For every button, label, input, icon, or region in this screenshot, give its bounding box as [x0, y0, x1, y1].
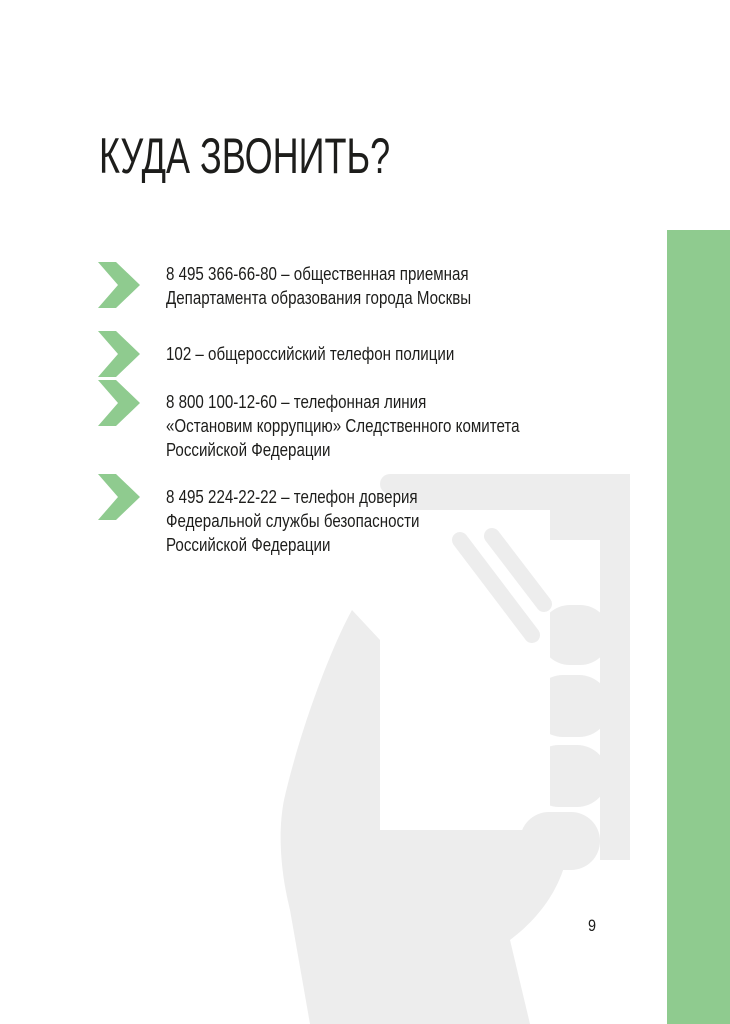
chevron-right-icon — [98, 262, 140, 308]
contact-line: 8 800 100-12-60 – телефонная линия — [166, 392, 427, 412]
contact-line: Российской Федерации — [166, 440, 331, 460]
contact-line: «Остановим коррупцию» Следственного комитета — [166, 416, 520, 436]
contact-line: 102 – общероссийский телефон полиции — [166, 344, 455, 364]
contact-text — [166, 342, 519, 366]
page-title: КУДА ЗВОНИТЬ? — [99, 128, 391, 184]
page-number: 9 — [588, 916, 597, 935]
contact-line: 8 495 366-66-80 – общественная приемная — [166, 264, 469, 284]
chevron-right-icon — [98, 474, 140, 520]
chevron-right-icon — [98, 331, 140, 377]
contact-line: 8 495 224-22-22 – телефон доверия — [166, 487, 418, 507]
contact-text — [166, 485, 519, 557]
contact-line: Российской Федерации — [166, 535, 331, 555]
chevron-right-icon — [98, 380, 140, 426]
contact-text — [166, 390, 519, 462]
contact-line: Департамента образования города Москвы — [166, 288, 472, 308]
contact-text — [166, 262, 519, 310]
contact-line: Федеральной службы безопасности — [166, 511, 420, 531]
side-accent-stripe — [667, 230, 730, 1024]
